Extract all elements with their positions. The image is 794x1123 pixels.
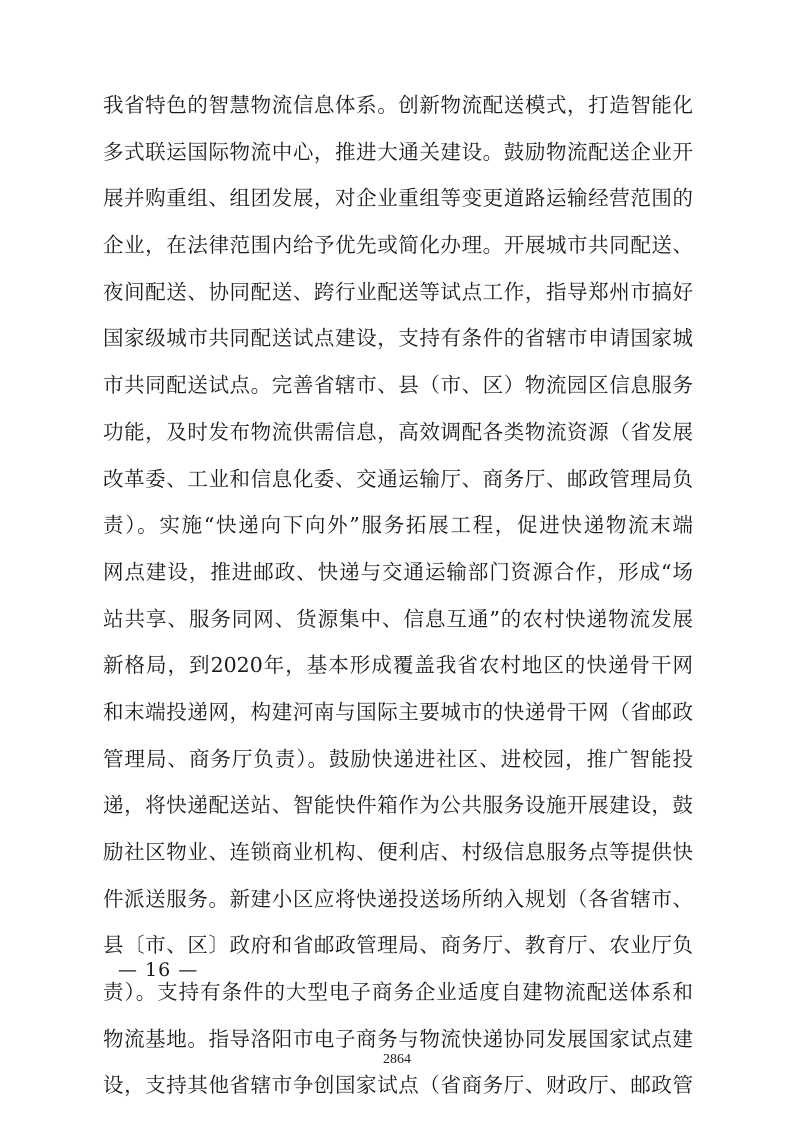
text-line: 市共同配送试点。完善省辖市、县（市、区）物流园区信息服务 (103, 373, 693, 398)
text-line: 改革委、工业和信息化委、交通运输厅、商务厅、邮政管理局负 (103, 466, 693, 491)
text-line: 件派送服务。新建小区应将快递投送场所纳入规划（各省辖市、 (103, 886, 693, 911)
text-line: 责）。实施“快递向下向外”服务拓展工程，促进快递物流末端 (103, 513, 693, 538)
text-line: 物流基地。指导洛阳市电子商务与物流快递协同发展国家试点建 (103, 1026, 693, 1051)
text-line: 县〔市、区〕政府和省邮政管理局、商务厅、教育厅、农业厅负 (103, 933, 693, 958)
text-line: 新格局，到2020年，基本形成覆盖我省农村地区的快递骨干网 (103, 653, 693, 678)
text-line: 责）。支持有条件的大型电子商务企业适度自建物流配送体系和 (103, 980, 693, 1005)
text-line: 励社区物业、连锁商业机构、便利店、村级信息服务点等提供快 (103, 840, 693, 864)
text-line: 网点建设，推进邮政、快递与交通运输部门资源合作，形成“场 (103, 559, 693, 584)
text-line: 功能，及时发布物流供需信息，高效调配各类物流资源（省发展 (103, 419, 693, 444)
text-line: 国家级城市共同配送试点建设，支持有条件的省辖市申请国家城 (103, 326, 693, 351)
text-line: 夜间配送、协同配送、跨行业配送等试点工作，指导郑州市搞好 (103, 279, 693, 304)
text-line: 递，将快递配送站、智能快件箱作为公共服务设施开展建设，鼓 (103, 793, 693, 818)
text-line: 展并购重组、组团发展，对企业重组等变更道路运输经营范围的 (103, 186, 693, 211)
print-page-number: 2864 (383, 1052, 411, 1067)
text-line: 多式联运国际物流中心，推进大通关建设。鼓励物流配送企业开 (103, 139, 693, 164)
text-line: 和末端投递网，构建河南与国际主要城市的快递骨干网（省邮政 (103, 699, 693, 724)
text-line: 管理局、商务厅负责）。鼓励快递进社区、进校园，推广智能投 (103, 746, 693, 771)
text-line: 设，支持其他省辖市争创国家试点（省商务厅、财政厅、邮政管 (103, 1073, 693, 1098)
text-line: 企业，在法律范围内给予优先或简化办理。开展城市共同配送、 (103, 233, 693, 258)
text-line: 我省特色的智慧物流信息体系。创新物流配送模式，打造智能化 (103, 93, 693, 117)
text-line: 站共享、服务同网、货源集中、信息互通”的农村快递物流发展 (103, 606, 693, 631)
page-number: — 16 — (118, 959, 199, 981)
